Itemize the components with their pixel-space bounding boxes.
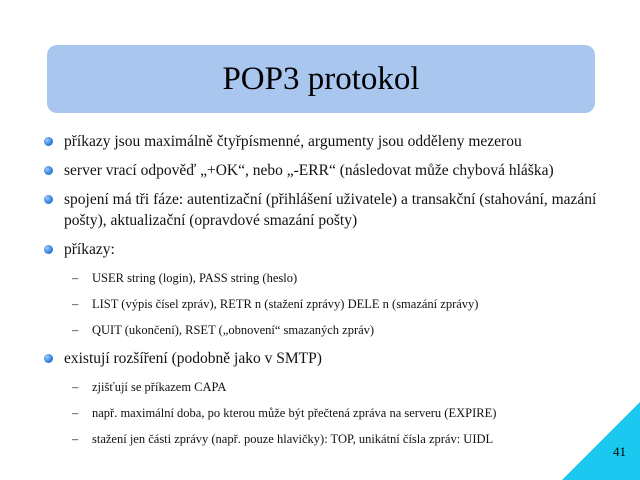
bullet-item: [44, 160, 604, 181]
dash-icon: –: [72, 297, 79, 311]
sub-bullet-text: stažení jen části zprávy (např. pouze hlavičky): TOP, unikátní čísla zpráv: UIDL: [92, 432, 494, 446]
bullet-dot-icon: [44, 166, 53, 175]
bullet-text: příkazy:: [64, 241, 115, 258]
sub-bullet-item: [64, 431, 604, 448]
sub-bullet-text: např. maximální doba, po kterou může být přečtená zpráva na serveru (EXPIRE): [92, 406, 497, 420]
sub-bullet-list: [64, 379, 604, 448]
bullet-item: [44, 239, 604, 339]
sub-bullet-item: [64, 270, 604, 287]
page-number: 41: [613, 444, 626, 459]
bullet-text: spojení má tři fáze: autentizační (přihlášení uživatele) a transakční (stahování, mazání pošty), aktualizační (opravdové smazání pošty): [64, 191, 597, 229]
sub-bullet-text: zjišťují se příkazem CAPA: [92, 380, 227, 394]
sub-bullet-item: [64, 379, 604, 396]
dash-icon: –: [72, 406, 79, 420]
sub-bullet-item: [64, 322, 604, 339]
sub-bullet-text: LIST (výpis čísel zpráv), RETR n (stažení zprávy) DELE n (smazání zprávy): [92, 297, 479, 311]
corner-triangle: [562, 402, 640, 480]
bullet-item: [44, 131, 604, 152]
dash-icon: –: [72, 271, 79, 285]
bullet-dot-icon: [44, 245, 53, 254]
sub-bullet-list: [64, 270, 604, 339]
bullet-text: server vrací odpověď „+OK“, nebo „-ERR“ (následovat může chybová hláška): [64, 162, 554, 179]
bullet-item: [44, 348, 604, 448]
bullet-dot-icon: [44, 137, 53, 146]
sub-bullet-text: QUIT (ukončení), RSET („obnovení“ smazaných zpráv): [92, 323, 375, 337]
dash-icon: –: [72, 380, 79, 394]
bullet-text: existují rozšíření (podobně jako v SMTP): [64, 350, 322, 367]
bullet-dot-icon: [44, 354, 53, 363]
bullet-item: [44, 189, 604, 231]
title-box: [47, 45, 595, 113]
bullet-text: příkazy jsou maximálně čtyřpísmenné, argumenty jsou odděleny mezerou: [64, 133, 522, 150]
dash-icon: –: [72, 432, 79, 446]
slide-title: POP3 protokol: [222, 60, 420, 97]
bullet-dot-icon: [44, 195, 53, 204]
bullet-list: [44, 131, 604, 457]
dash-icon: –: [72, 323, 79, 337]
sub-bullet-item: [64, 296, 604, 313]
sub-bullet-text: USER string (login), PASS string (heslo): [92, 271, 298, 285]
sub-bullet-item: [64, 405, 604, 422]
